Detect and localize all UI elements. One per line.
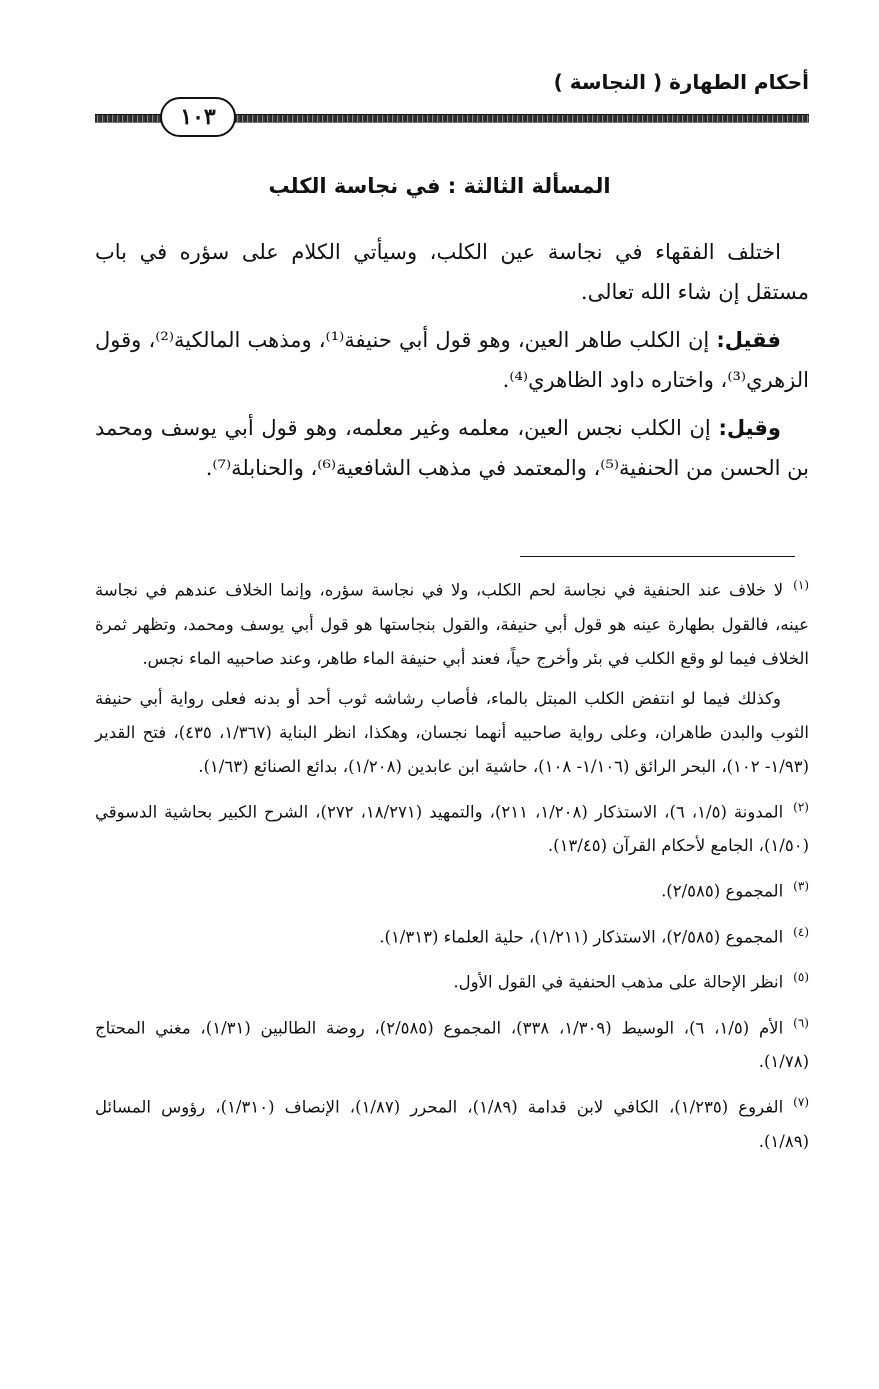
footnote-4	[95, 915, 809, 955]
paragraph-intro: اختلف الفقهاء في نجاسة عين الكلب، وسيأتي الكلام على سؤره في باب مستقل إن شاء الله تعالى.	[95, 240, 809, 304]
paragraph-first-opinion-text: إن الكلب طاهر العين، وهو قول أبي حنيفة⁽¹⁾، ومذهب المالكية⁽²⁾، وقول الزهري⁽³⁾، واختاره داود الظاهري⁽⁴⁾.	[95, 328, 809, 392]
footnote-text: المجموع (٢/٥٨٥).	[661, 881, 784, 901]
footnote-separator	[520, 556, 795, 557]
footnote-text: لا خلاف عند الحنفية في نجاسة لحم الكلب، ولا في نجاسة سؤره، وإنما الخلاف عندهم في نجاسة عينه، فالقول بطهارة عينه هو قول أبي حنيفة، والقول بنجاستها هو قول أبي يوسف ومحمد، وتظهر ثمرة الخلاف فيما لو وقع الكلب في بئر وأخرج حياً، فعند أبي حنيفة الماء طاهر، وعند صاحبيه الماء نجس.	[95, 580, 809, 668]
section-heading: المسألة الثالثة : في نجاسة الكلب	[268, 174, 611, 198]
footnote-6	[95, 1006, 809, 1080]
footnote-marker: (٦)	[793, 1015, 809, 1030]
footnote-text: وكذلك فيما لو انتفض الكلب المبتل بالماء، فأصاب رشاشه ثوب أحد أو بدنه فعلى رواية أبي حنيفة الثوب والبدن طاهران، وعلى رواية صاحبيه أنهما نجسان، وهكذا، انظر البناية (١/٣٦٧، ٤٣٥)، فتح القدير (١/٩٣- ١٠٢)، البحر الرائق (١/١٠٦- ١٠٨)، حاشية ابن عابدين (١/٢٠٨)، بدائع الصنائع (١/٦٣).	[95, 688, 809, 776]
paragraph-first-opinion	[95, 320, 809, 400]
footnote-text: انظر الإحالة على مذهب الحنفية في القول الأول.	[453, 972, 784, 992]
footnote-marker: (١)	[793, 578, 809, 592]
footnote-1-continued	[95, 682, 809, 784]
footnote-7	[95, 1085, 809, 1159]
footnote-text: المجموع (٢/٥٨٥)، الاستذكار (١/٢١١)، حلية العلماء (١/٣١٣).	[379, 927, 784, 946]
footnote-2	[95, 790, 809, 864]
footnote-marker: (٣)	[793, 879, 809, 893]
footnote-marker: (٥)	[793, 970, 809, 984]
running-title: أحكام الطهارة ( النجاسة )	[553, 70, 809, 94]
footnotes	[95, 568, 809, 1165]
page-number: ١٠٣	[180, 104, 216, 130]
footnote-marker: (٢)	[793, 799, 809, 814]
main-text	[95, 232, 809, 496]
page-number-badge	[160, 97, 236, 137]
opinion-lead-second: وقيل:	[718, 416, 781, 440]
footnote-text: المدونة (١/٥، ٦)، الاستذكار (١/٢٠٨، ٢١١)، والتمهيد (١٨/٢٧١، ٢٧٢)، الشرح الكبير بحاشية الدسوقي (١/٥٠)، الجامع لأحكام القرآن (١٣/٤٥).	[95, 802, 809, 855]
footnote-text: الأم (١/٥، ٦)، الوسيط (١/٣٠٩، ٣٣٨)، المجموع (٢/٥٨٥)، روضة الطالبين (١/٣١)، مغني المحتاج (١/٧٨).	[95, 1018, 809, 1071]
footnote-1	[95, 568, 809, 676]
footnote-3	[95, 869, 809, 909]
footnote-marker: (٧)	[793, 1095, 809, 1109]
paragraph-second-opinion-text: إن الكلب نجس العين، معلمه وغير معلمه، وهو قول أبي يوسف ومحمد بن الحسن من الحنفية⁽⁵⁾، والمعتمد في مذهب الشافعية⁽⁶⁾، والحنابلة⁽⁷⁾.	[95, 416, 809, 480]
footnote-marker: (٤)	[793, 924, 809, 939]
footnote-5	[95, 960, 809, 1000]
opinion-lead-first: فقيل:	[716, 328, 781, 352]
paragraph-second-opinion	[95, 408, 809, 488]
footnote-text: الفروع (١/٢٣٥)، الكافي لابن قدامة (١/٨٩)، المحرر (١/٨٧)، الإنصاف (١/٣١٠)، رؤوس المسائل (١/٨٩).	[95, 1097, 809, 1151]
